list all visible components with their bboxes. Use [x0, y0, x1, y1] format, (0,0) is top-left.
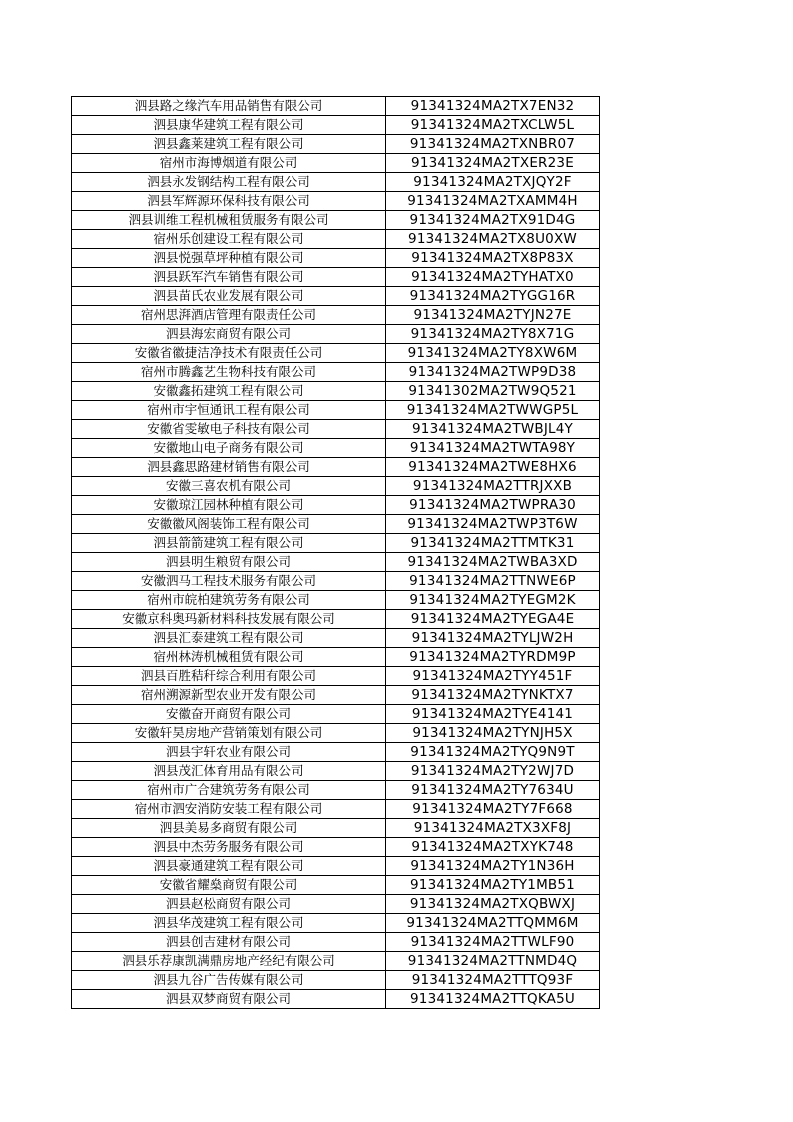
company-name-cell: 泗县军辉源环保科技有限公司: [72, 192, 386, 211]
company-registry-table: [71, 96, 600, 1009]
table-row: [72, 477, 600, 496]
company-name-cell: 泗县明生粮贸有限公司: [72, 553, 386, 572]
table-row: [72, 990, 600, 1009]
company-name-cell: 安徽鑫拓建筑工程有限公司: [72, 382, 386, 401]
table-body: [72, 97, 600, 1009]
company-name-cell: 安徽省徽捷洁净技术有限责任公司: [72, 344, 386, 363]
company-name-cell: 泗县茂汇体育用品有限公司: [72, 762, 386, 781]
table-row: [72, 724, 600, 743]
credit-code-cell: 91341324MA2TYRDM9P: [386, 648, 600, 667]
company-name-cell: 安徽三喜农机有限公司: [72, 477, 386, 496]
company-name-cell: 泗县海宏商贸有限公司: [72, 325, 386, 344]
company-name-cell: 泗县中杰劳务服务有限公司: [72, 838, 386, 857]
credit-code-cell: 91341324MA2TX3XF8J: [386, 819, 600, 838]
credit-code-cell: 91341324MA2TTWLF90: [386, 933, 600, 952]
table-row: [72, 515, 600, 534]
company-name-cell: 泗县跃军汽车销售有限公司: [72, 268, 386, 287]
company-name-cell: 泗县鑫思路建材销售有限公司: [72, 458, 386, 477]
credit-code-cell: 91341324MA2TWWGP5L: [386, 401, 600, 420]
company-name-cell: 宿州乐创建设工程有限公司: [72, 230, 386, 249]
credit-code-cell: 91341324MA2TYEGM2K: [386, 591, 600, 610]
credit-code-cell: 91341324MA2TTTQ93F: [386, 971, 600, 990]
credit-code-cell: 91341324MA2TXAMM4H: [386, 192, 600, 211]
table-row: [72, 211, 600, 230]
table-row: [72, 325, 600, 344]
company-name-cell: 泗县美易多商贸有限公司: [72, 819, 386, 838]
credit-code-cell: 91341324MA2TYNJH5X: [386, 724, 600, 743]
credit-code-cell: 91341324MA2TY2WJ7D: [386, 762, 600, 781]
credit-code-cell: 91341324MA2TYLJW2H: [386, 629, 600, 648]
credit-code-cell: 91341302MA2TW9Q521: [386, 382, 600, 401]
company-name-cell: 安徽省耀燊商贸有限公司: [72, 876, 386, 895]
credit-code-cell: 91341324MA2TWP9D38: [386, 363, 600, 382]
table-row: [72, 686, 600, 705]
table-row: [72, 648, 600, 667]
company-name-cell: 泗县苗氏农业发展有限公司: [72, 287, 386, 306]
credit-code-cell: 91341324MA2TX8P83X: [386, 249, 600, 268]
table-row: [72, 306, 600, 325]
credit-code-cell: 91341324MA2TTNMD4Q: [386, 952, 600, 971]
table-row: [72, 192, 600, 211]
company-name-cell: 宿州市皖柏建筑劳务有限公司: [72, 591, 386, 610]
table-row: [72, 268, 600, 287]
company-name-cell: 泗县箭箭建筑工程有限公司: [72, 534, 386, 553]
table-row: [72, 230, 600, 249]
company-name-cell: 泗县百胜秸秆综合利用有限公司: [72, 667, 386, 686]
table-row: [72, 743, 600, 762]
table-row: [72, 895, 600, 914]
company-name-cell: 宿州市腾鑫艺生物科技有限公司: [72, 363, 386, 382]
credit-code-cell: 91341324MA2TXCLW5L: [386, 116, 600, 135]
company-name-cell: 安徽轩昊房地产营销策划有限公司: [72, 724, 386, 743]
table-row: [72, 401, 600, 420]
company-name-cell: 泗县宇轩农业有限公司: [72, 743, 386, 762]
company-name-cell: 泗县训维工程机械租赁服务有限公司: [72, 211, 386, 230]
table-row: [72, 173, 600, 192]
table-row: [72, 971, 600, 990]
table-row: [72, 591, 600, 610]
table-row: [72, 154, 600, 173]
company-name-cell: 泗县豪通建筑工程有限公司: [72, 857, 386, 876]
company-name-cell: 宿州市海博烟道有限公司: [72, 154, 386, 173]
credit-code-cell: 91341324MA2TTMTK31: [386, 534, 600, 553]
company-name-cell: 安徽地山电子商务有限公司: [72, 439, 386, 458]
company-name-cell: 泗县汇泰建筑工程有限公司: [72, 629, 386, 648]
credit-code-cell: 91341324MA2TYHATX0: [386, 268, 600, 287]
table-row: [72, 287, 600, 306]
credit-code-cell: 91341324MA2TY1MB51: [386, 876, 600, 895]
table-row: [72, 496, 600, 515]
company-name-cell: 宿州思湃酒店管理有限责任公司: [72, 306, 386, 325]
company-name-cell: 宿州市广合建筑劳务有限公司: [72, 781, 386, 800]
company-name-cell: 宿州林涛机械租赁有限公司: [72, 648, 386, 667]
table-row: [72, 781, 600, 800]
table-row: [72, 610, 600, 629]
table-row: [72, 439, 600, 458]
credit-code-cell: 91341324MA2TWBA3XD: [386, 553, 600, 572]
company-name-cell: 泗县九谷广告传媒有限公司: [72, 971, 386, 990]
table-row: [72, 344, 600, 363]
table-row: [72, 572, 600, 591]
company-name-cell: 泗县赵松商贸有限公司: [72, 895, 386, 914]
table-row: [72, 952, 600, 971]
table-row: [72, 458, 600, 477]
table-row: [72, 800, 600, 819]
company-name-cell: 泗县华茂建筑工程有限公司: [72, 914, 386, 933]
table-row: [72, 629, 600, 648]
company-name-cell: 宿州溯源新型农业开发有限公司: [72, 686, 386, 705]
credit-code-cell: 91341324MA2TXER23E: [386, 154, 600, 173]
table-row: [72, 249, 600, 268]
company-name-cell: 泗县永发钢结构工程有限公司: [72, 173, 386, 192]
credit-code-cell: 91341324MA2TYGG16R: [386, 287, 600, 306]
table-row: [72, 762, 600, 781]
credit-code-cell: 91341324MA2TYE4141: [386, 705, 600, 724]
company-name-cell: 泗县双梦商贸有限公司: [72, 990, 386, 1009]
company-name-cell: 泗县乐荐康凯满鼎房地产经纪有限公司: [72, 952, 386, 971]
table-row: [72, 382, 600, 401]
credit-code-cell: 91341324MA2TXNBR07: [386, 135, 600, 154]
credit-code-cell: 91341324MA2TWPRA30: [386, 496, 600, 515]
credit-code-cell: 91341324MA2TWE8HX6: [386, 458, 600, 477]
company-name-cell: 安徽京科奥玛新材料科技发展有限公司: [72, 610, 386, 629]
credit-code-cell: 91341324MA2TYJN27E: [386, 306, 600, 325]
credit-code-cell: 91341324MA2TY8XW6M: [386, 344, 600, 363]
company-name-cell: 安徽琼江园林种植有限公司: [72, 496, 386, 515]
table-row: [72, 838, 600, 857]
credit-code-cell: 91341324MA2TY8X71G: [386, 325, 600, 344]
credit-code-cell: 91341324MA2TYY451F: [386, 667, 600, 686]
company-name-cell: 安徽泗马工程技术服务有限公司: [72, 572, 386, 591]
credit-code-cell: 91341324MA2TY7634U: [386, 781, 600, 800]
table-row: [72, 819, 600, 838]
credit-code-cell: 91341324MA2TTNWE6P: [386, 572, 600, 591]
company-name-cell: 泗县悦强草坪种植有限公司: [72, 249, 386, 268]
table-row: [72, 933, 600, 952]
credit-code-cell: 91341324MA2TTRJXXB: [386, 477, 600, 496]
company-name-cell: 泗县康华建筑工程有限公司: [72, 116, 386, 135]
credit-code-cell: 91341324MA2TX7EN32: [386, 97, 600, 116]
credit-code-cell: 91341324MA2TTQMM6M: [386, 914, 600, 933]
credit-code-cell: 91341324MA2TTQKA5U: [386, 990, 600, 1009]
credit-code-cell: 91341324MA2TWBJL4Y: [386, 420, 600, 439]
credit-code-cell: 91341324MA2TXJQY2F: [386, 173, 600, 192]
table-row: [72, 363, 600, 382]
credit-code-cell: 91341324MA2TWP3T6W: [386, 515, 600, 534]
company-name-cell: 泗县创吉建材有限公司: [72, 933, 386, 952]
table-row: [72, 857, 600, 876]
table-row: [72, 116, 600, 135]
table-row: [72, 553, 600, 572]
table-row: [72, 914, 600, 933]
credit-code-cell: 91341324MA2TXQBWXJ: [386, 895, 600, 914]
company-name-cell: 安徽省雯敏电子科技有限公司: [72, 420, 386, 439]
credit-code-cell: 91341324MA2TXYK748: [386, 838, 600, 857]
table-row: [72, 97, 600, 116]
table-row: [72, 705, 600, 724]
table-row: [72, 667, 600, 686]
credit-code-cell: 91341324MA2TYQ9N9T: [386, 743, 600, 762]
credit-code-cell: 91341324MA2TWTA98Y: [386, 439, 600, 458]
table-row: [72, 534, 600, 553]
table-row: [72, 135, 600, 154]
company-name-cell: 安徽奋开商贸有限公司: [72, 705, 386, 724]
credit-code-cell: 91341324MA2TYEGA4E: [386, 610, 600, 629]
credit-code-cell: 91341324MA2TX8U0XW: [386, 230, 600, 249]
company-name-cell: 宿州市宇恒通讯工程有限公司: [72, 401, 386, 420]
table-row: [72, 876, 600, 895]
credit-code-cell: 91341324MA2TYNKTX7: [386, 686, 600, 705]
table-row: [72, 420, 600, 439]
credit-code-cell: 91341324MA2TY7F668: [386, 800, 600, 819]
credit-code-cell: 91341324MA2TY1N36H: [386, 857, 600, 876]
company-name-cell: 泗县路之缘汽车用品销售有限公司: [72, 97, 386, 116]
company-name-cell: 泗县鑫莱建筑工程有限公司: [72, 135, 386, 154]
company-name-cell: 安徽徽风阁装饰工程有限公司: [72, 515, 386, 534]
credit-code-cell: 91341324MA2TX91D4G: [386, 211, 600, 230]
company-name-cell: 宿州市泗安消防安装工程有限公司: [72, 800, 386, 819]
